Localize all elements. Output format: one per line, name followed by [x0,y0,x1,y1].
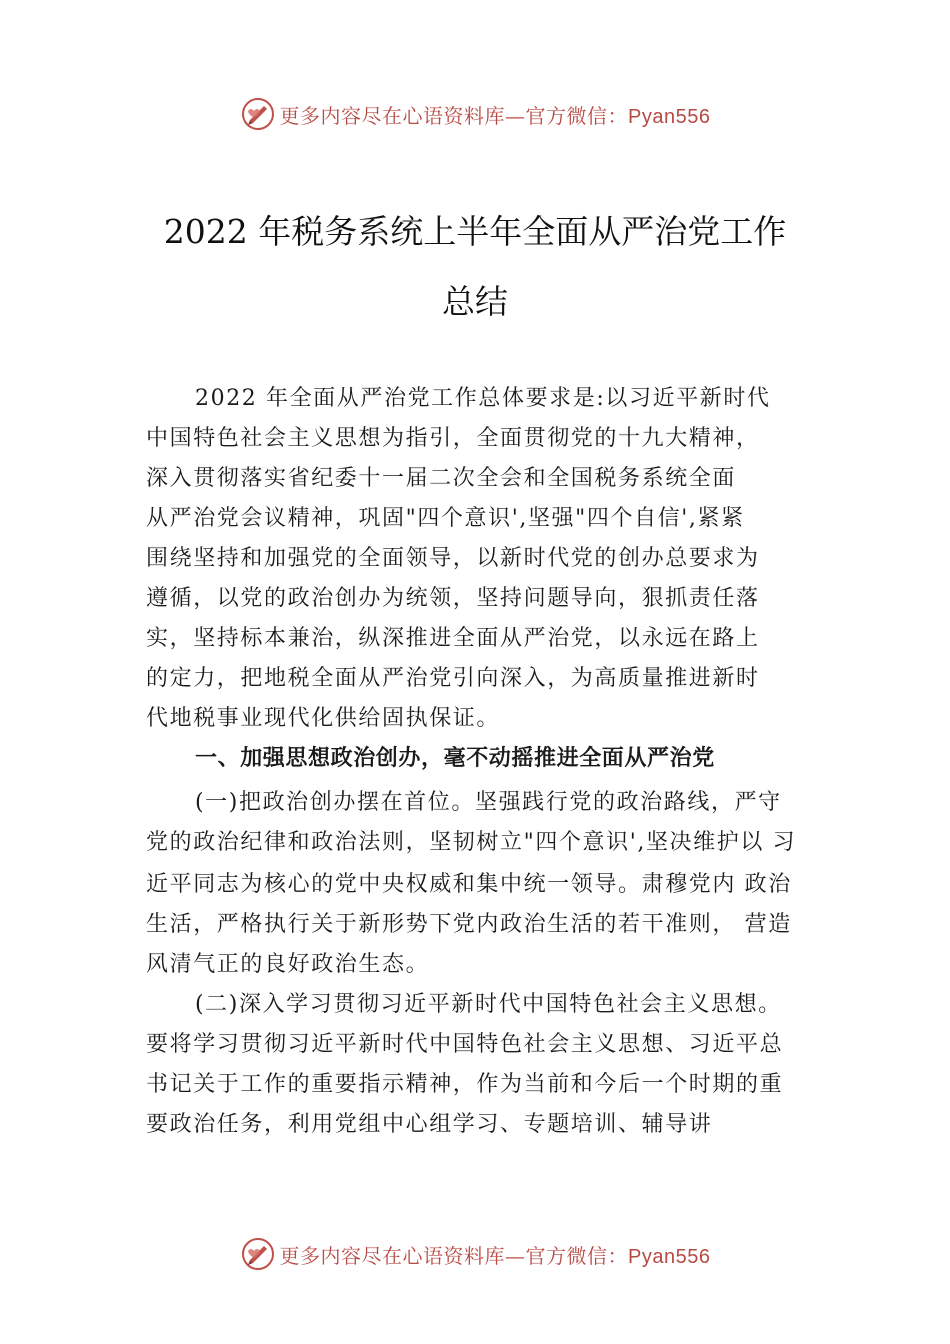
body-line: 实，坚持标本兼治，纵深推进全面从严治党，以永远在路上 [146,626,760,651]
body-line: 近平同志为核心的党中央权威和集中统一领导。肃穆党内 政治 [146,872,792,897]
body-line: 生活，严格执行关于新形势下党内政治生活的若干准则， 营造 [146,912,792,937]
wechat-id: Pyan556 [628,105,711,128]
doc-title-line-2: 总结 [442,282,508,321]
pen-heart-logo-icon [240,96,276,132]
body-line: 要将学习贯彻习近平新时代中国特色社会主义思想、习近平总 [146,1032,784,1057]
pen-heart-logo-icon [240,1236,276,1272]
body-line: 从严治党会议精神，巩固"四个意识',坚强"四个自信',紧紧 [146,506,745,531]
body-line: 代地税事业现代化供给固执保证。 [146,706,501,731]
banner-text: 更多内容尽在心语资料库—官方微信：Pyan556 [279,1243,711,1268]
header-banner [0,94,950,134]
body-line: 深入贯彻落实省纪委十一届二次全会和全国税务系统全面 [146,466,737,491]
body-line: 中国特色社会主义思想为指引，全面贯彻党的十九大精神， [146,426,760,451]
body-line: 2022 年全面从严治党工作总体要求是:以习近平新时代 [195,386,771,411]
wechat-id: Pyan556 [628,1245,711,1268]
body-line: 党的政治纪律和政治法则，坚韧树立"四个意识',坚决维护以 习 [146,830,797,855]
banner-text: 更多内容尽在心语资料库—官方微信：Pyan556 [279,103,711,128]
doc-title-line-1: 2022 年税务系统上半年全面从严治党工作 [163,212,787,251]
body-line: 书记关于工作的重要指示精神，作为当前和今后一个时期的重 [146,1072,784,1097]
body-line: (二)深入学习贯彻习近平新时代中国特色社会主义思想。 [195,992,782,1017]
body-line: 围绕坚持和加强党的全面领导，以新时代党的创办总要求为 [146,546,760,571]
body-line: 要政治任务，利用党组中心组学习、专题培训、辅导讲 [146,1112,713,1137]
body-line: 的定力，把地税全面从严治党引向深入，为高质量推进新时 [146,666,760,691]
footer-banner [0,1234,950,1274]
body-line: (一)把政治创办摆在首位。坚强践行党的政治路线，严守 [195,790,782,815]
body-line: 遵循，以党的政治创办为统领，坚持问题导向，狠抓责任落 [146,586,760,611]
body-line: 风清气正的良好政治生态。 [146,952,430,977]
section-heading: 一、加强思想政治创办，毫不动摇推进全面从严治党 [195,746,715,771]
